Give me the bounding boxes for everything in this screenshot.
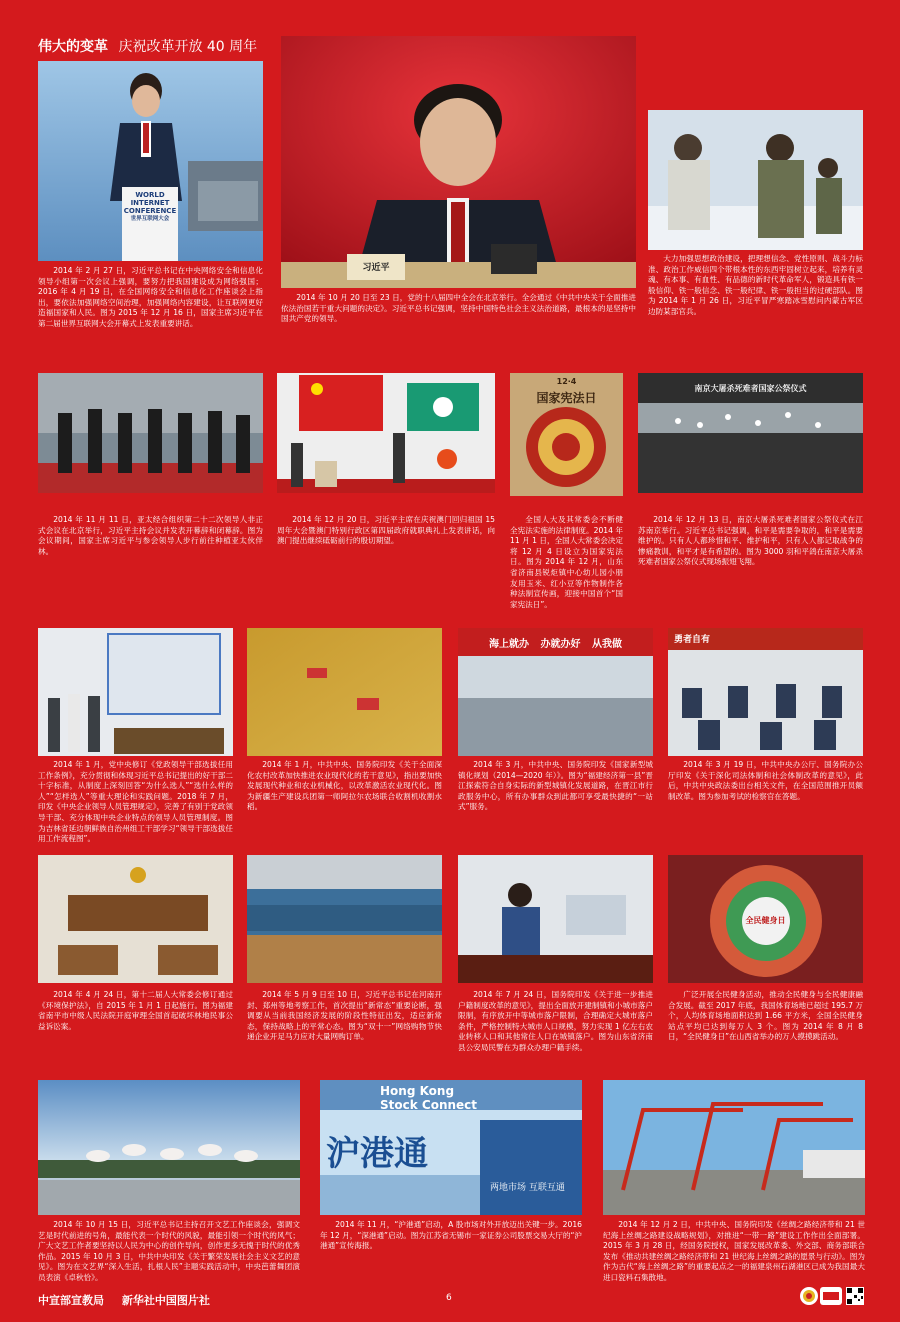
photo-court-hearing	[38, 855, 233, 983]
photo-macao	[277, 373, 495, 493]
photo-rice-harvest	[247, 628, 442, 756]
photo-fitness-day	[668, 855, 863, 983]
caption-border-troops: 大力加强思想政治建设，把理想信念、党性原则、战斗力标准、政治工作威信四个带根本性的东西牢固树立起来，培养有灵魂、有本事、有血性、有品德的新时代革命军人，锻造具有铁一般信仰、铁一般信念、铁一般纪律、铁一般担当的过硬部队。图为 2014 年 1 月 26 日，习近平冒严寒踏冰雪慰问内蒙古军区边防某部官兵。	[648, 254, 863, 316]
caption-cadre-selection: 2014 年 1 月，党中央修订《党政领导干部选拔任用工作条例》，充分贯彻和体现习近平总书记提出的好干部二十字标准，从制度上深刻回答“为什么选人”“选什么样的人”“怎样选人”等重大理论和实践问题。2018 年 7 月，印发《中央企业领导人员管理规定》，完善了有别于党政领导干部、充分体现中央企业特点的领导人员管理制度。图为吉林省延边朝鲜族自治州组工干部学习“领导干部选拔任用工作流程图”。	[38, 760, 233, 844]
caption-internet-conference: 2014 年 2 月 27 日，习近平总书记在中央网络安全和信息化领导小组第一次会议上强调，要努力把我国建设成为网络强国；2016 年 4 月 19 日，在全国网络安全和信息化工作座谈会上指出，要依法加强网络空间治理，加强网络内容建设，让互联网更好造福国家和人民。图为 2015 年 12 月 16 日，国家主席习近平在第二届世界互联网大会开幕式上发表重要讲话。	[38, 266, 263, 328]
photo-prosecutor-exam	[668, 628, 863, 756]
exam-banner: 勇者自有	[674, 635, 711, 645]
caption-apec: 2014 年 11 月 11 日，亚太经合组织第二十二次领导人非正式会议在北京举行，习近平主持会议并发表开幕辞和闭幕辞。图为会议期间，国家主席习近平与参会领导人步行前往种植亚太伙伴林。	[38, 515, 263, 556]
photo-express-packages	[247, 855, 442, 983]
photo-border-troops	[648, 110, 863, 250]
photo-apec	[38, 373, 263, 493]
photo-ballet	[38, 1080, 300, 1215]
nameplate-label: 习近平	[362, 263, 390, 273]
conference-sign: WORLD INTERNET CONFERENCE 世界互联网大会	[123, 191, 177, 222]
memorial-banner: 南京大屠杀死难者国家公祭仪式	[694, 384, 807, 393]
page-header	[38, 36, 257, 56]
stock-connect-slogan: 两地市场 互联互通	[490, 1183, 565, 1193]
caption-fourth-plenum: 2014 年 10 月 20 日至 23 日，党的十八届四中全会在北京举行。全会通过《中共中央关于全面推进依法治国若干重大问题的决定》。习近平总书记强调，坚持中国特色社会主义法治道路，最根本的是坚持中国共产党的领导。	[281, 293, 636, 324]
photo-fourth-plenum	[281, 36, 636, 288]
fitness-day-label: 全民健身日	[745, 916, 786, 925]
caption-express-packages: 2014 年 5 月 9 日至 10 日，习近平总书记在河南开封、郑州等地考察工作，首次提出“新常态”重要论断，强调要从当前我国经济发展的阶段性特征出发，适应新常态，保持战略上的平常心态。图为“双十一”网络购物节快递企业开足马力应对大量网购订单。	[247, 990, 442, 1042]
footer-org-2: 新华社中国图片社	[121, 1294, 210, 1307]
photo-internet-conference	[38, 61, 263, 261]
photo-stock-connect	[320, 1080, 582, 1215]
caption-household-registration: 2014 年 7 月 24 日，国务院印发《关于进一步推进户籍制度改革的意见》，提出全面放开建制镇和小城市落户限制，有序放开中等城市落户限制，合理确定大城市落户条件，严格控制特大城市人口规模，努力实现 1 亿左右农业转移人口和其他常住人口在城镇落户。图为山东省济南县公安局民警在为群众办理户籍手续。	[458, 990, 653, 1052]
photo-port-cranes	[603, 1080, 865, 1215]
xinhua-logo-icon	[820, 1287, 842, 1305]
caption-prosecutor-exam: 2014 年 3 月 19 日，中共中央办公厅、国务院办公厅印发《关于深化司法体制和社会体制改革的意见》，此后，中共中央政法委出台相关文件，在全国范围推开员额制改革。图为参加考试的检察官在答题。	[668, 760, 863, 801]
footer-org-1: 中宣部宣教局	[38, 1294, 104, 1307]
caption-port-cranes: 2014 年 12 月 2 日，中共中央、国务院印发《丝绸之路经济带和 21 世纪海上丝绸之路建设战略规划》，对推进“一带一路”建设工作作出全面部署。2015 年 3 月 28 日，经国务院授权，国家发展改革委、外交部、商务部联合发布《推动共建丝绸之路经济带和 21 世纪海上丝绸之路的愿景与行动》。图为作为古代“海上丝绸之路”的重要起点之一的福建泉州石湖港区已成为我国最大进口瓷料石集散地。	[603, 1220, 865, 1282]
caption-service-center: 2014 年 3 月，中共中央、国务院印发《国家新型城镇化规划（2014—2020 年）》。图为“福建经济第一县”晋江探索符合自身实际的新型城镇化发展道路，在晋江市行政服务中心，所有办事群众到此都可享受最快捷的“一站式”服务。	[458, 760, 653, 812]
stock-connect-en-2: Stock Connect	[380, 1098, 478, 1112]
photo-household-registration	[458, 855, 653, 983]
party-emblem-icon	[800, 1287, 818, 1305]
caption-constitution-day: 全国人大及其常委会不断健全宪法实施的法律制度。2014 年 11 月 1 日，全国人大常委会决定将 12 月 4 日设立为国家宪法日。图为 2014 年 12 月，山东省济南县锐炬镇中心幼儿园小朋友用玉米、红小豆等作物制作各种法制宣传画，迎接中国首个“国家宪法日”。	[510, 515, 623, 609]
constitution-day-title: 国家宪法日	[536, 391, 597, 405]
photo-service-center	[458, 628, 653, 756]
footer-orgs	[38, 1292, 224, 1308]
photo-cadre-selection	[38, 628, 233, 756]
caption-stock-connect: 2014 年 11 月，“沪港通”启动，A 股市场对外开放迈出关键一步。2016 年 12 月，“深港通”启动。图为江苏省无锡市一家证券公司股票交易大厅的“沪港通”宣传海报。	[320, 1220, 582, 1251]
service-banner: 海上就办 办就办好 从我做	[489, 639, 622, 650]
page-title: 伟大的变革	[38, 39, 108, 55]
photo-nanjing-memorial	[638, 373, 863, 493]
stock-connect-title: 沪港通	[326, 1134, 428, 1174]
caption-nanjing-memorial: 2014 年 12 月 13 日，南京大屠杀死难者国家公祭仪式在江苏南京举行。习近平总书记强调，和平是需要争取的，和平是需要维护的。只有人人都珍惜和平、维护和平，只有人人都记取战争的惨痛教训，和平才是有希望的。图为 3000 羽和平鸽在南京大屠杀死难者国家公祭仪式现场振翅飞翔。	[638, 515, 863, 567]
caption-fitness-day: 广泛开展全民健身活动，推动全民健身与全民健康融合发展。截至 2017 年底，我国体育场地已超过 195.7 万个，人均体育场地面积达到 1.66 平方米，全国全民健身站点平均已达到每万人 3 个。图为 2014 年 8 月 8 日，“全民健身日”在山西省举办的万人摸摸跳活动。	[668, 990, 863, 1042]
page-number: 6	[446, 1293, 452, 1303]
page-subtitle: 庆祝改革开放 40 周年	[118, 39, 258, 55]
caption-ballet: 2014 年 10 月 15 日，习近平总书记主持召开文艺工作座谈会，强调文艺是时代前进的号角，最能代表一个时代的风貌，最能引领一个时代的风气；广大文艺工作者要坚持以人民为中心的创作导向，创作更多无愧于时代的优秀作品。2015 年 10 月 3 日，中共中央印发《关于繁荣发展社会主义文艺的意见》。图为在文艺界“深入生活，扎根人民”主题实践活动中，中央芭蕾舞团演员表演《卓秋恰》。	[38, 1220, 300, 1282]
stock-connect-en-1: Hong Kong	[380, 1084, 455, 1098]
caption-court-hearing: 2014 年 4 月 24 日，第十二届人大常委会修订通过《环境保护法》，自 2015 年 1 月 1 日起施行。图为福建省南平市中级人民法院开庭审理全国首起破坏林地民事公益诉讼案。	[38, 990, 233, 1031]
photo-constitution-day	[510, 373, 623, 496]
caption-macao: 2014 年 12 月 20 日，习近平主席在庆祝澳门回归祖国 15 周年大会暨澳门特别行政区第四届政府就职典礼上发表讲话，向澳门提出继续砥砺前行的殷切期望。	[277, 515, 495, 546]
qr-code-icon	[846, 1287, 864, 1305]
caption-rice-harvest: 2014 年 1 月，中共中央、国务院印发《关于全面深化农村改革加快推进农业现代化的若干意见》，指出要加快发展现代种业和农业机械化，以改革激活农业现代化。图为新疆生产建设兵团第一师阿拉尔农场联合收割机收割水稻。	[247, 760, 442, 812]
constitution-day-date: 12·4	[556, 377, 577, 386]
